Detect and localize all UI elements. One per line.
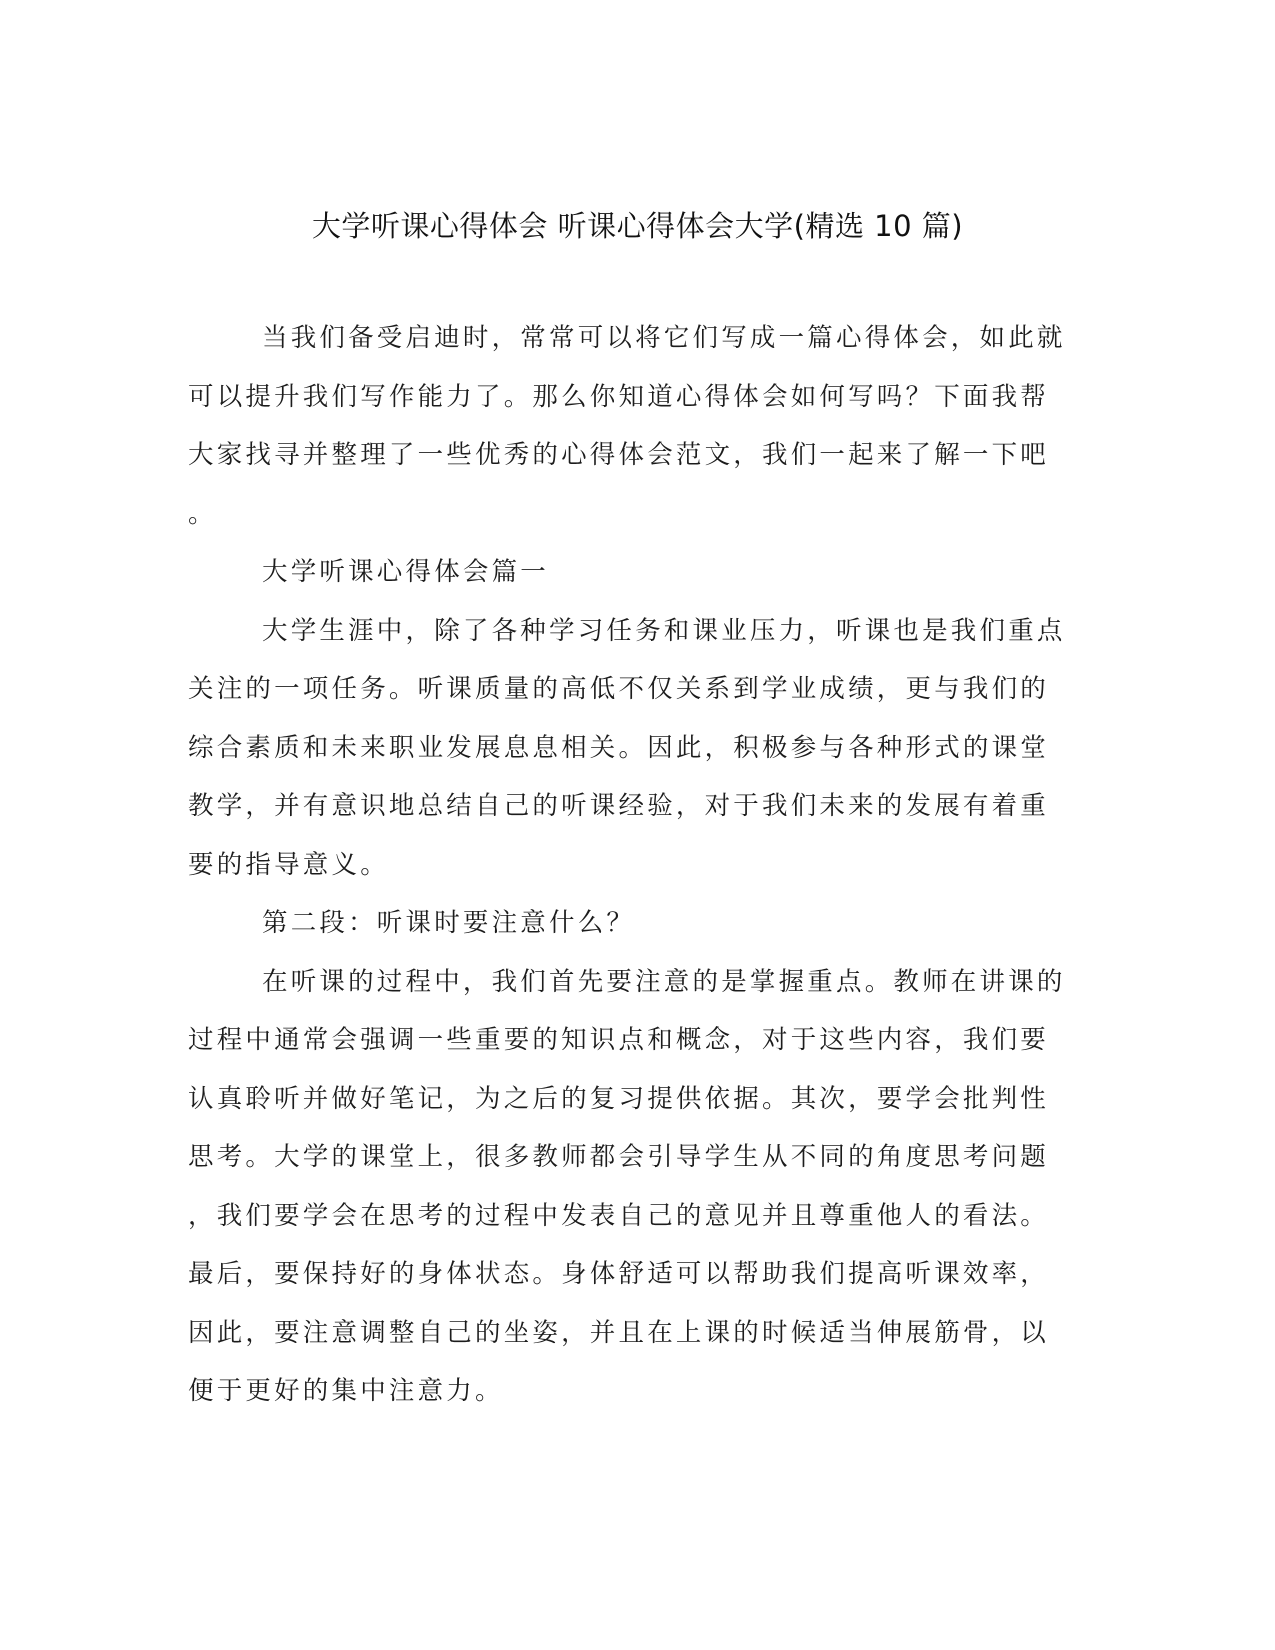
body-text-line: 可以提升我们写作能力了。那么你知道心得体会如何写吗？下面我帮 [188,382,1050,412]
body-text-line: 教学，并有意识地总结自己的听课经验，对于我们未来的发展有着重 [188,791,1050,821]
body-text-line: 要的指导意义。 [188,850,389,880]
body-text-line: 综合素质和未来职业发展息息相关。因此，积极参与各种形式的课堂 [188,733,1050,763]
body-text-line: 过程中通常会强调一些重要的知识点和概念，对于这些内容，我们要 [188,1025,1050,1055]
document-title: 大学听课心得体会 听课心得体会大学(精选 10 篇) [311,209,964,243]
section-heading: 大学听课心得体会篇一 [262,557,550,587]
body-text-line: 思考。大学的课堂上，很多教师都会引导学生从不同的角度思考问题 [188,1142,1050,1172]
section-heading: 第二段：听课时要注意什么？ [262,908,636,938]
body-text-line: 因此，要注意调整自己的坐姿，并且在上课的时候适当伸展筋骨，以 [188,1318,1050,1348]
body-text-line: 当我们备受启迪时，常常可以将它们写成一篇心得体会，如此就 [262,323,1066,353]
body-text-line: ，我们要学会在思考的过程中发表自己的意见并且尊重他人的看法。 [188,1201,1050,1231]
body-text-line: 关注的一项任务。听课质量的高低不仅关系到学业成绩，更与我们的 [188,674,1050,704]
body-text-line: 大学生涯中，除了各种学习任务和课业压力，听课也是我们重点 [262,616,1066,646]
body-text-line: 最后，要保持好的身体状态。身体舒适可以帮助我们提高听课效率， [188,1259,1050,1289]
body-text-line: 。 [188,499,217,529]
body-text-line: 在听课的过程中，我们首先要注意的是掌握重点。教师在讲课的 [262,967,1066,997]
body-text-line: 大家找寻并整理了一些优秀的心得体会范文，我们一起来了解一下吧 [188,440,1050,470]
body-text-line: 便于更好的集中注意力。 [188,1376,504,1406]
body-text-line: 认真聆听并做好笔记，为之后的复习提供依据。其次，要学会批判性 [188,1084,1050,1114]
